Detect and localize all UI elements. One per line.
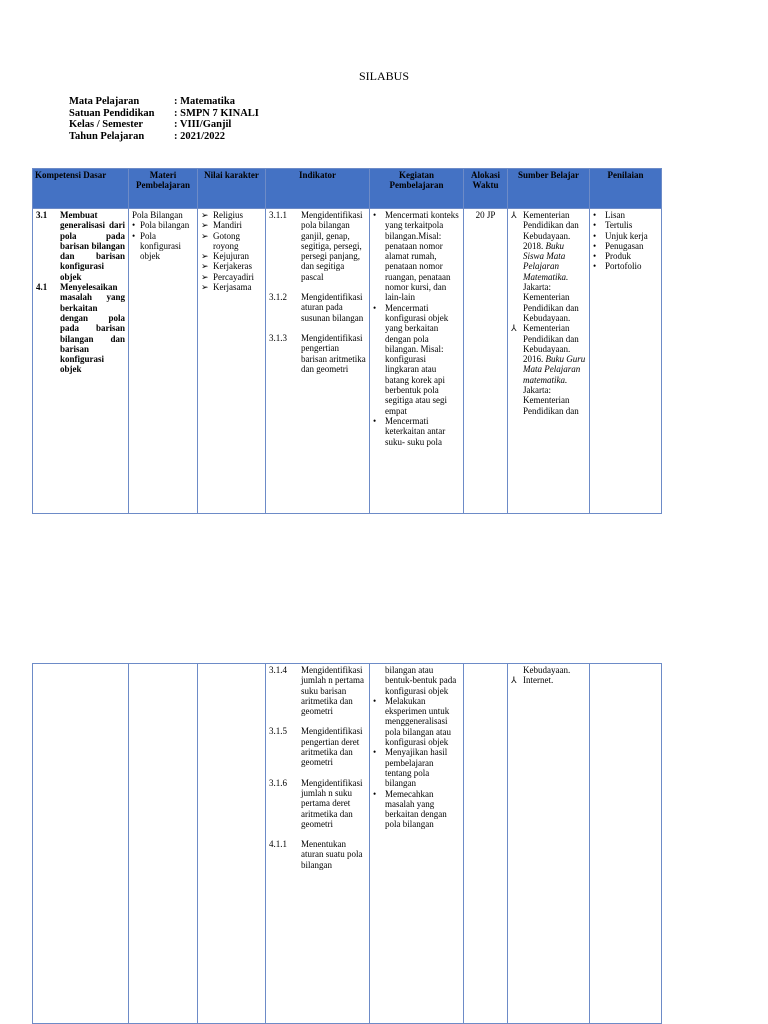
kegiatan-cell	[370, 664, 464, 1024]
indikator-number: 3.1.1	[269, 210, 287, 220]
kegiatan-cell	[370, 209, 464, 514]
arrow-bullet-icon: ➢	[201, 230, 209, 241]
bullet-icon: •	[593, 220, 597, 231]
indikator-number: 3.1.4	[269, 665, 287, 675]
nilai-cell	[198, 664, 266, 1024]
list-item	[201, 282, 262, 292]
bullet-icon: •	[593, 210, 597, 220]
indikator-cell	[266, 664, 370, 1024]
arrow-bullet-icon: ➢	[201, 261, 209, 272]
triangle-bullet-icon: ⅄	[511, 323, 517, 334]
list-item	[511, 675, 586, 685]
meta-key: Satuan Pendidikan	[69, 107, 155, 119]
meta-row	[69, 96, 259, 108]
materi-list	[132, 220, 194, 261]
sumber-continued: Kebudayaan.	[523, 665, 571, 675]
list-item	[201, 231, 262, 252]
bullet-icon: •	[132, 230, 136, 241]
list-item	[593, 251, 658, 261]
header-indikator: Indikator	[266, 169, 370, 209]
indikator-item	[269, 292, 366, 323]
triangle-bullet-icon: ⅄	[511, 210, 517, 220]
kd-item	[36, 282, 125, 375]
meta-key: Mata Pelajaran	[69, 96, 140, 107]
sumber-list	[511, 675, 586, 685]
penilaian-cell	[590, 209, 662, 514]
penilaian-item: Portofolio	[605, 261, 642, 272]
bullet-icon: •	[593, 261, 597, 272]
bullet-icon: •	[373, 788, 377, 799]
kegiatan-item: Memecahkan masalah yang berkaitan dengan pola bilangan	[385, 788, 447, 830]
document-title: SILABUS	[358, 69, 409, 83]
list-item	[373, 416, 460, 447]
meta-value: : Matematika	[174, 96, 235, 107]
materi-cell	[129, 664, 198, 1024]
list-item	[593, 261, 658, 271]
arrow-bullet-icon: ➢	[201, 282, 209, 293]
syllabus-meta	[69, 96, 259, 142]
materi-item: Pola bilangan	[140, 220, 190, 231]
penilaian-item: Unjuk kerja	[605, 230, 648, 241]
header-materi: Materi Pembelajaran	[129, 169, 198, 209]
list-item	[373, 696, 460, 747]
sumber-cell	[508, 209, 590, 514]
kegiatan-item: Mencermati konteks yang terkaitpola bilangan.Misal: penataan nomor alamat rumah, penataan nomor ruangan, penataan nomor kursi, dan lain-lain	[385, 210, 459, 303]
sumber-item: Kementerian Pendidikan dan Kebudayaan. 2016. Buku Guru Mata Pelajaran matematika. Jakarta: Kementerian Pendidikan dan	[523, 323, 586, 416]
indikator-text: Mengidentifikasi aturan pada susunan bilangan	[301, 292, 364, 323]
list-item	[593, 210, 658, 220]
alokasi-cell	[464, 664, 508, 1024]
kegiatan-list	[373, 210, 460, 447]
bullet-icon: •	[593, 230, 597, 241]
list-item	[132, 220, 194, 230]
meta-key: Kelas / Semester	[69, 119, 144, 131]
list-item	[132, 231, 194, 262]
meta-key: Tahun Pelajaran	[69, 130, 145, 142]
indikator-text: Mengidentifikasi pengertian deret aritmetika dan geometri	[301, 726, 363, 768]
header-sumber: Sumber Belajar	[508, 169, 590, 209]
kegiatan-item: Mencermati keterkaitan antar suku- suku pola	[385, 415, 446, 447]
arrow-bullet-icon: ➢	[201, 210, 209, 220]
penilaian-cell	[590, 664, 662, 1024]
sumber-item: Kementerian Pendidikan dan Kebudayaan. 2018. Buku Siswa Mata Pelajaran Matematika. Jakarta: Kementerian Pendidikan dan Kebudayaan.	[523, 210, 579, 323]
kd-item	[36, 210, 125, 282]
indikator-text: Mengidentifikasi jumlah n suku pertama deret aritmetika dan geometri	[301, 777, 363, 829]
nilai-list	[201, 210, 262, 292]
indikator-number: 3.1.3	[269, 332, 287, 343]
kd-text: Menyelesaikan masalah yang berkaitan dengan pola pada barisan bilangan dan barisan konfigurasi objek	[60, 282, 125, 375]
meta-value: : VIII/Ganjil	[174, 119, 232, 131]
syllabus-table-page2	[32, 663, 662, 1024]
nilai-item: Gotong royong	[213, 230, 240, 251]
meta-row	[69, 119, 259, 131]
nilai-item: Mandiri	[213, 220, 242, 231]
bullet-icon: •	[373, 210, 377, 220]
kd-text: Membuat generalisasi dari pola pada barisan bilangan dan barisan konfigurasi objek	[60, 210, 125, 282]
indikator-text: Mengidentifikasi pola bilangan ganjil, genap, segitiga, persegi, persegi panjang, dan segitiga pascal	[301, 210, 363, 282]
materi-cell	[129, 209, 198, 514]
bullet-icon: •	[373, 747, 377, 758]
header-nilai-karakter: Nilai karakter	[198, 169, 266, 209]
indikator-number: 3.1.5	[269, 726, 287, 737]
kd-cell	[33, 664, 129, 1024]
meta-row	[69, 131, 259, 143]
header-kompetensi-dasar: Kompetensi Dasar	[33, 169, 129, 209]
list-item	[201, 210, 262, 220]
table-header-row	[33, 169, 662, 209]
nilai-item: Religius	[213, 210, 244, 220]
indikator-number: 3.1.2	[269, 292, 287, 303]
bullet-icon: •	[132, 220, 136, 231]
nilai-item: Kerjakeras	[213, 261, 252, 272]
nilai-item: Kejujuran	[213, 251, 249, 262]
list-item	[511, 323, 586, 416]
kd-number: 4.1	[36, 282, 48, 293]
bullet-icon: •	[373, 302, 377, 313]
meta-row	[69, 108, 259, 120]
table-row	[33, 664, 662, 1024]
syllabus-table-page1	[32, 168, 662, 514]
meta-value: : 2021/2022	[174, 130, 226, 142]
indikator-number: 3.1.6	[269, 777, 287, 788]
list-item	[373, 789, 460, 830]
kegiatan-continued: bilangan atau bentuk-bentuk pada konfigurasi objek	[385, 665, 457, 696]
list-item	[373, 303, 460, 416]
header-alokasi: Alokasi Waktu	[464, 169, 508, 209]
list-item	[201, 261, 262, 271]
bullet-icon: •	[593, 240, 597, 251]
indikator-item	[269, 333, 366, 374]
arrow-bullet-icon: ➢	[201, 220, 209, 231]
indikator-cell	[266, 209, 370, 514]
bullet-icon: •	[373, 695, 377, 706]
indikator-item	[269, 726, 366, 767]
list-item	[201, 220, 262, 230]
kegiatan-item: Melakukan eksperimen untuk menggeneralisasi pola bilangan atau konfigurasi objek	[385, 695, 451, 748]
kd-number: 3.1	[36, 210, 48, 220]
bullet-icon: •	[593, 251, 597, 262]
list-item	[201, 272, 262, 282]
list-item	[593, 231, 658, 241]
kd-cell	[33, 209, 129, 514]
kegiatan-item: Mencermati konfigurasi objek yang berkaitan dengan pola bilangan. Misal: konfigurasi lingkaran atau batang korek api berbentuk pola segitiga atau segi empat	[385, 302, 449, 416]
indikator-item	[269, 210, 366, 282]
kegiatan-list	[373, 696, 460, 830]
kegiatan-item: Menyajikan hasil pembelajaran tentang pola bilangan	[385, 747, 448, 789]
indikator-item	[269, 665, 366, 716]
list-item	[373, 210, 460, 303]
sumber-item: Internet.	[523, 675, 554, 686]
list-item	[511, 210, 586, 323]
nilai-item: Kerjasama	[213, 282, 252, 293]
bullet-icon: •	[373, 415, 377, 426]
arrow-bullet-icon: ➢	[201, 251, 209, 262]
indikator-text: Mengidentifikasi pengertian barisan aritmetika dan geometri	[301, 332, 366, 374]
list-item	[593, 220, 658, 230]
header-kegiatan: Kegiatan Pembelajaran	[370, 169, 464, 209]
penilaian-item: Tertulis	[605, 220, 633, 231]
penilaian-item: Penugasan	[605, 240, 644, 251]
list-item	[201, 251, 262, 261]
indikator-item	[269, 839, 366, 870]
alokasi-cell: 20 JP	[464, 209, 508, 514]
indikator-number: 4.1.1	[269, 839, 287, 850]
nilai-item: Percayadiri	[213, 271, 254, 282]
triangle-bullet-icon: ⅄	[511, 675, 517, 686]
sumber-cell	[508, 664, 590, 1024]
meta-value: : SMPN 7 KINALI	[174, 107, 259, 119]
materi-title: Pola Bilangan	[132, 210, 183, 220]
indikator-text: Mengidentifikasi jumlah n pertama suku barisan aritmetika dan geometri	[301, 665, 364, 717]
materi-item: Pola konfigurasi objek	[140, 230, 181, 262]
indikator-item	[269, 778, 366, 829]
penilaian-item: Produk	[605, 251, 632, 262]
list-item	[373, 747, 460, 788]
sumber-list	[511, 210, 586, 416]
nilai-cell	[198, 209, 266, 514]
table-row	[33, 209, 662, 514]
indikator-text: Menentukan aturan suatu pola bilangan	[301, 839, 363, 870]
arrow-bullet-icon: ➢	[201, 271, 209, 282]
header-penilaian: Penilaian	[590, 169, 662, 209]
penilaian-item: Lisan	[605, 210, 625, 220]
penilaian-list	[593, 210, 658, 272]
list-item	[593, 241, 658, 251]
